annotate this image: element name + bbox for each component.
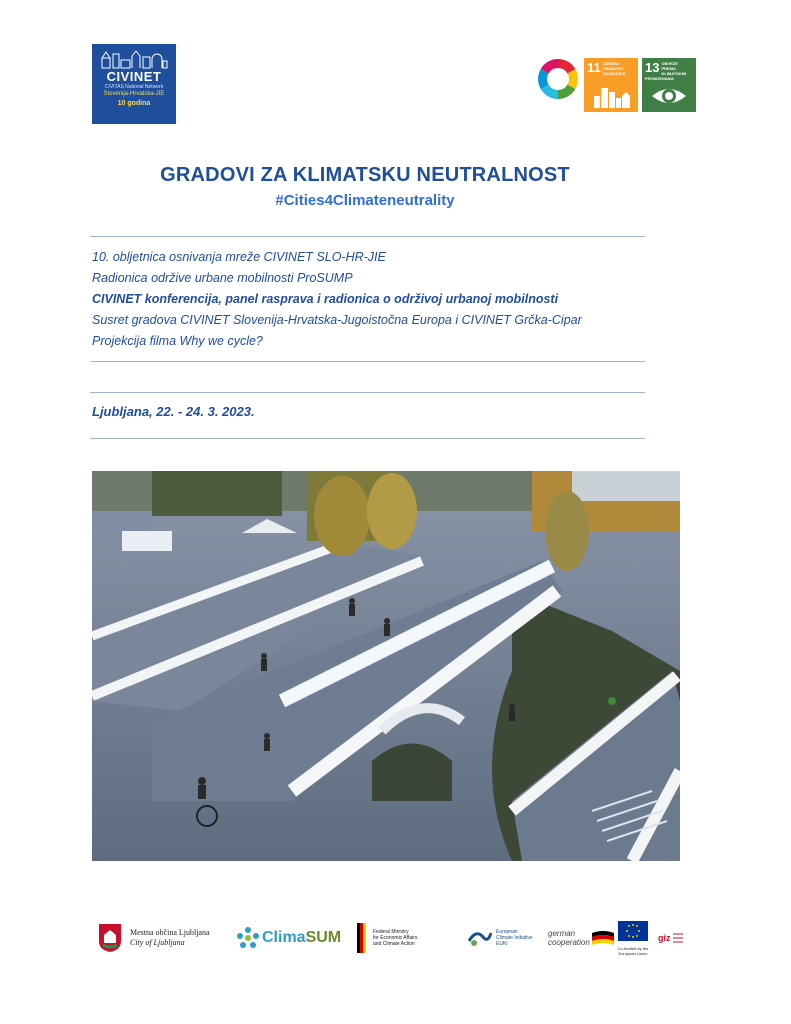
event-line: Radionica održive urbane mobilnosti ProSUMP (92, 271, 353, 285)
city-buildings-icon (592, 84, 630, 108)
bridge-photo (92, 471, 680, 861)
event-line: CIVINET konferencija, panel rasprava i radionica o održivoj urbanoj mobilnosti (92, 292, 559, 306)
german-flag-wave-icon (592, 931, 614, 945)
ljubljana-crest-icon (98, 923, 122, 953)
city-skyline-icon (99, 48, 169, 70)
climasum-sum: SUM (305, 929, 342, 946)
german-cooperation-logo (548, 918, 614, 958)
german-eagle-icon (357, 923, 369, 953)
sdg-goal-11 (584, 58, 638, 112)
bmwk-line3: and Climate Action (373, 941, 415, 947)
page-title: GRADOVI ZA KLIMATSKU NEUTRALNOST (160, 164, 570, 186)
civinet-region: Slovenija-Hrvatska-JIE (103, 91, 165, 97)
sdg-goal-13 (642, 58, 696, 112)
eu-flag-icon (618, 921, 648, 941)
civinet-logo (92, 44, 176, 124)
bmwk-logo (357, 918, 417, 958)
climasum-clima: Clima (262, 929, 306, 946)
gc-line2: cooperation (548, 938, 590, 947)
giz-lines-icon (673, 931, 683, 945)
event-lines (92, 247, 582, 352)
sdg-wheel-icon (537, 58, 579, 100)
divider (90, 438, 645, 439)
event-line: Susret gradova CIVINET Slovenija-Hrvatska-Jugoistočna Europa i CIVINET Grčka-Cipar (92, 313, 582, 327)
civinet-anniversary: 10 godina (117, 100, 151, 107)
bmwk-line1: Federal Ministry (373, 929, 409, 935)
climasum-dots-icon (236, 926, 260, 950)
euki-line1: European (496, 929, 518, 935)
sdg-13-number: 13 (645, 60, 660, 75)
sdg-13-text: OBVEZE PREMA KLIMATSKIM PROMJENAMA (645, 61, 687, 81)
civinet-name: CIVINET (106, 69, 162, 84)
earth-eye-icon (650, 84, 688, 108)
ljubljana-english: City of Ljubljana (130, 938, 185, 947)
euki-line3: EUKI (496, 941, 508, 947)
giz-text: giz (658, 933, 671, 943)
sdg-11-text: ODRŽIVI GRADOVI I ZAJEDNICE (602, 61, 626, 76)
euki-line2: Climate Initiative (496, 935, 533, 941)
sdg-11-number: 11 (587, 60, 601, 75)
divider (90, 392, 645, 393)
divider (90, 236, 645, 237)
euki-logo (468, 918, 533, 958)
ljubljana-name: Mestna občina Ljubljana (130, 928, 210, 937)
hashtag: #Cities4Climateneutrality (275, 192, 455, 209)
gc-line1: german (548, 929, 576, 938)
giz-logo (658, 918, 683, 958)
event-line: Projekcija filma Why we cycle? (92, 334, 263, 348)
ljubljana-logo (98, 918, 210, 958)
event-date: Ljubljana, 22. - 24. 3. 2023. (92, 404, 255, 419)
eu-logo (615, 918, 651, 958)
event-line: 10. obljetnica osnivanja mreže CIVINET SLO-HR-JIE (92, 250, 386, 264)
climasum-logo (236, 918, 341, 958)
civinet-subtitle: CIVITAS National Network (104, 84, 164, 90)
euki-wave-icon (468, 929, 492, 947)
bmwk-line2: for Economic Affairs (373, 935, 418, 941)
eu-cofunded: Co-funded by the European Union (617, 945, 649, 956)
divider (90, 361, 645, 362)
